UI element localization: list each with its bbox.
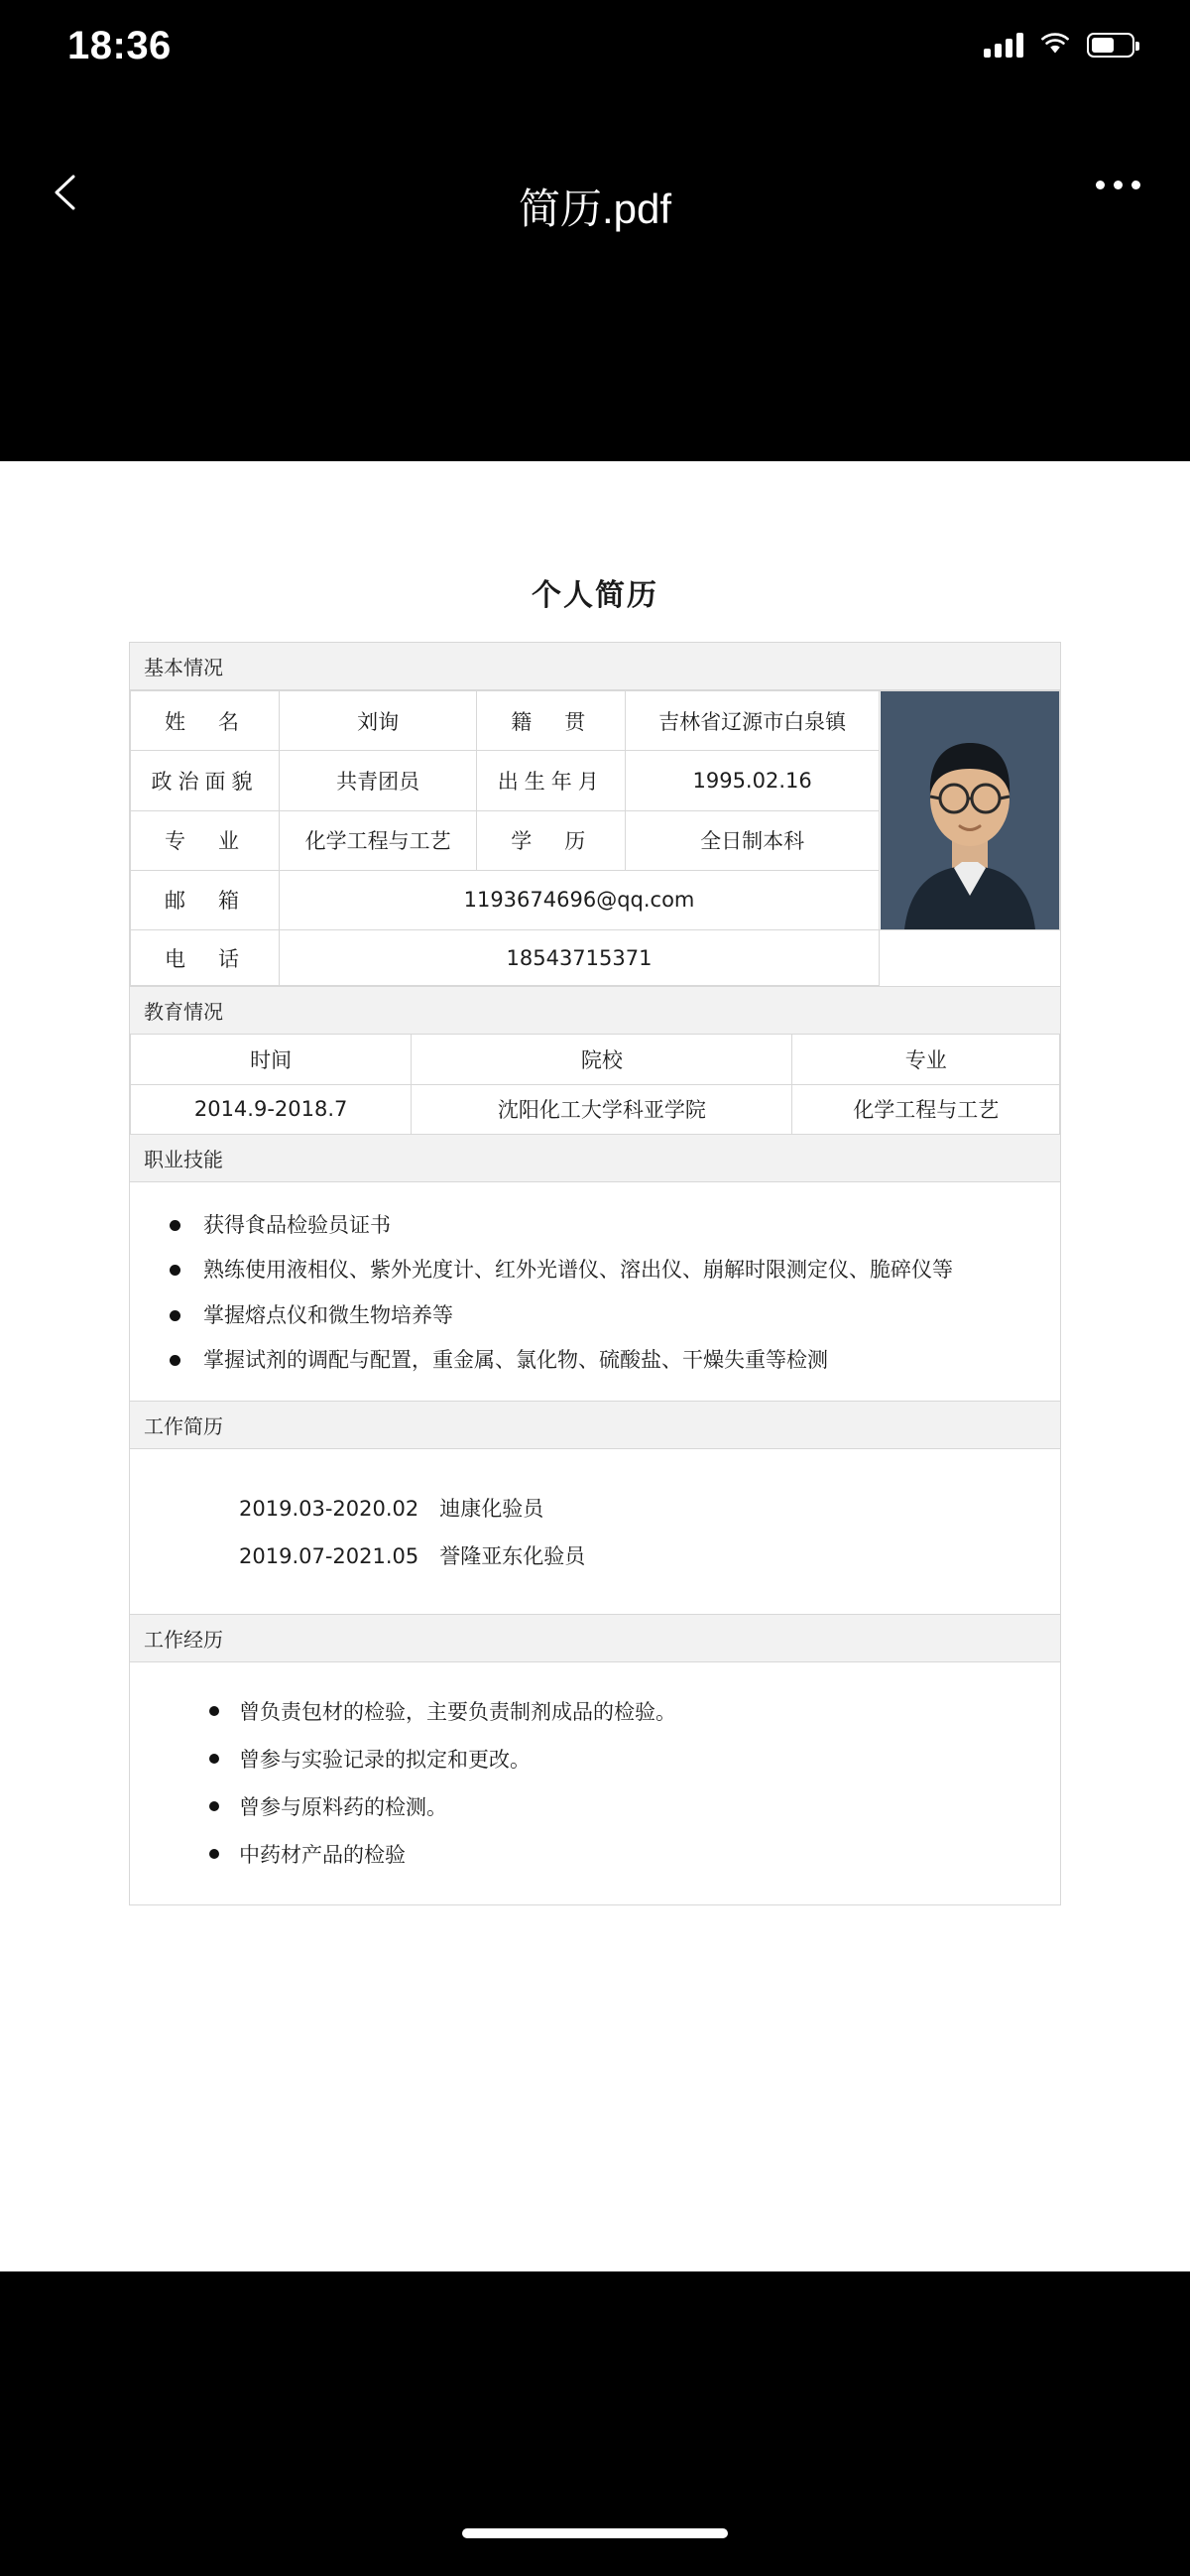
section-header-skills: 职业技能 <box>130 1135 1060 1182</box>
portrait-photo <box>881 691 1059 929</box>
list-item: 2019.03-2020.02 迪康化验员 <box>239 1496 544 1521</box>
basic-label-degree: 学 历 <box>477 810 626 870</box>
cellular-signal-icon <box>984 32 1023 58</box>
wifi-icon <box>1039 33 1071 57</box>
list-item: 曾参与实验记录的拟定和更改。 <box>130 1744 1060 1774</box>
basic-label-phone: 电 话 <box>131 930 280 986</box>
section-header-basic: 基本情况 <box>130 643 1060 690</box>
education-col-school: 院校 <box>412 1035 792 1084</box>
basic-value-phone: 18543715371 <box>280 930 880 986</box>
resume-title: 个人简历 <box>532 578 658 613</box>
basic-value-birth: 1995.02.16 <box>626 751 880 810</box>
basic-value-name: 刘询 <box>280 691 477 751</box>
status-indicators <box>984 32 1134 58</box>
page-title: 简历.pdf <box>518 185 672 232</box>
list-item: 熟练使用液相仪、紫外光度计、红外光谱仪、溶出仪、崩解时限测定仪、脆碎仪等 <box>130 1255 1060 1287</box>
table-header-row <box>131 1035 1060 1084</box>
basic-value-hometown: 吉林省辽源市白泉镇 <box>626 691 880 751</box>
section-header-work-experience: 工作经历 <box>130 1614 1060 1662</box>
education-col-time: 时间 <box>131 1035 412 1084</box>
basic-label-email: 邮 箱 <box>131 870 280 929</box>
basic-label-hometown: 籍 贯 <box>477 691 626 751</box>
work-summary-list <box>130 1449 1060 1614</box>
basic-label-major: 专 业 <box>131 810 280 870</box>
list-item: 获得食品检验员证书 <box>130 1210 1060 1242</box>
table-row <box>131 1084 1060 1134</box>
list-item: 中药材产品的检验 <box>130 1839 1060 1869</box>
basic-value-political: 共青团员 <box>280 751 477 810</box>
more-options-icon[interactable] <box>1096 181 1140 189</box>
education-col-major: 专业 <box>792 1035 1060 1084</box>
photo-cell <box>880 691 1060 930</box>
work-experience-list <box>130 1662 1060 1904</box>
basic-value-major: 化学工程与工艺 <box>280 810 477 870</box>
education-cell-time: 2014.9-2018.7 <box>131 1084 412 1134</box>
list-item: 掌握试剂的调配与配置，重金属、氯化物、硫酸盐、干燥失重等检测 <box>130 1345 1060 1377</box>
resume-body <box>129 642 1061 1905</box>
basic-value-degree: 全日制本科 <box>626 810 880 870</box>
home-indicator[interactable] <box>462 2528 728 2538</box>
status-bar <box>0 0 1190 99</box>
education-cell-major: 化学工程与工艺 <box>792 1084 1060 1134</box>
section-header-education: 教育情况 <box>130 986 1060 1035</box>
table-row <box>131 930 1060 986</box>
section-header-work-summary: 工作简历 <box>130 1401 1060 1449</box>
skills-list <box>130 1182 1060 1401</box>
basic-label-political: 政治面貌 <box>131 751 280 810</box>
battery-icon <box>1087 33 1134 58</box>
list-item: 2019.07-2021.05 誉隆亚东化验员 <box>239 1543 586 1568</box>
list-item: 掌握熔点仪和微生物培养等 <box>130 1300 1060 1332</box>
photo-cell-filler <box>880 930 1060 986</box>
basic-info-table <box>130 690 1060 986</box>
education-table <box>130 1035 1060 1135</box>
basic-label-name: 姓 名 <box>131 691 280 751</box>
table-row <box>131 691 1060 751</box>
pdf-page[interactable] <box>0 461 1190 2271</box>
list-item: 曾参与原料药的检测。 <box>130 1791 1060 1821</box>
education-cell-school: 沈阳化工大学科亚学院 <box>412 1084 792 1134</box>
basic-label-birth: 出生年月 <box>477 751 626 810</box>
status-time: 18:36 <box>67 24 172 67</box>
basic-value-email: 1193674696@qq.com <box>280 870 880 929</box>
list-item: 曾负责包材的检验，主要负责制剂成品的检验。 <box>130 1696 1060 1726</box>
navigation-bar <box>0 99 1190 258</box>
